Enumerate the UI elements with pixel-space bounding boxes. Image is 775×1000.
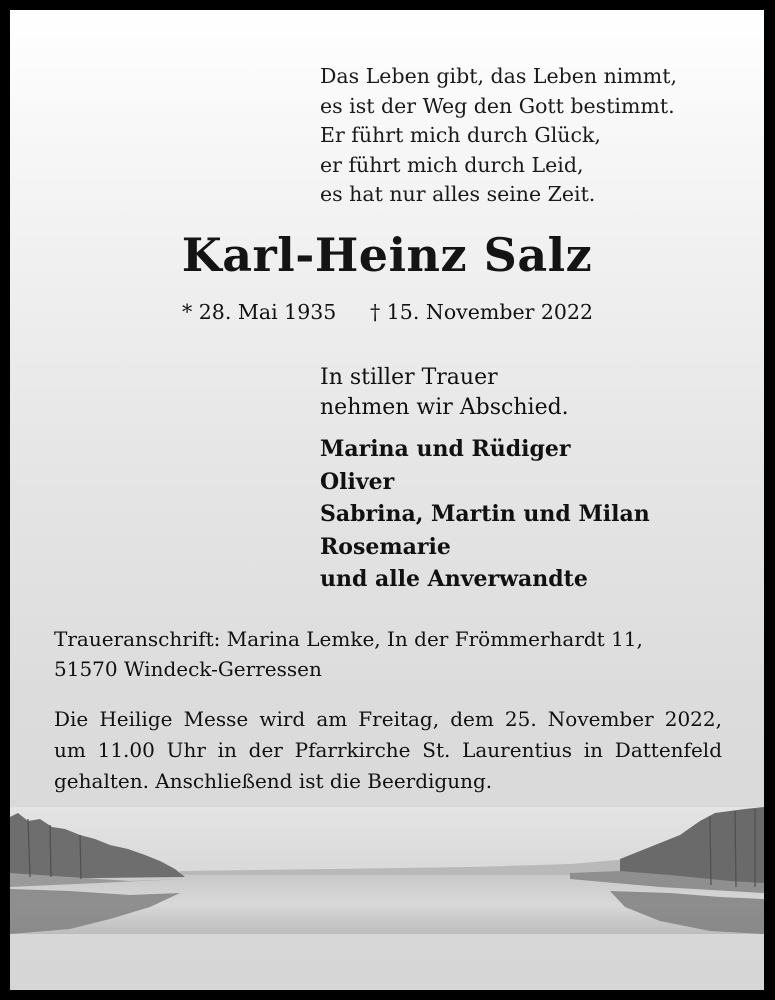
poem-line: er führt mich durch Leid, [320,152,584,177]
family-member: Oliver [320,468,395,495]
poem-line: Das Leben gibt, das Leben nimmt, [320,64,677,88]
address-line: Traueranschrift: Marina Lemke, In der Frömmerhardt 11, [54,627,643,651]
poem-line: es ist der Weg den Gott bestimmt. [320,93,675,118]
family-member: Sabrina, Martin und Milan [320,501,650,527]
poem-line: Er führt mich durch Glück, [320,123,601,147]
mourning-address [54,624,643,684]
mourning-intro [320,363,569,423]
intro-line: nehmen wir Abschied. [320,395,569,420]
family-member: Rosemarie [320,533,451,560]
service-line: um 11.00 Uhr in der Pfarrkirche St. Laurentius in Dattenfeld [54,738,722,762]
death-date: † 15. November 2022 [370,300,594,324]
intro-line: In stiller Trauer [320,365,498,390]
family-member: Marina und Rüdiger [320,436,571,462]
deceased-name: Karl-Heinz Salz [181,228,593,282]
service-line: Die Heilige Messe wird am Freitag, dem 25. November 2022, [54,707,722,731]
service-line: gehalten. Anschließend ist die Beerdigung. [54,769,493,793]
service-info [54,704,722,797]
poem-line: es hat nur alles seine Zeit. [320,182,596,206]
poem [320,62,677,210]
family-list [320,433,650,596]
lake-landscape-image [10,807,764,934]
birth-date: * 28. Mai 1935 [182,300,337,324]
address-line: 51570 Windeck-Gerressen [54,657,322,681]
obituary-card [10,10,764,990]
family-member: und alle Anverwandte [320,566,588,592]
